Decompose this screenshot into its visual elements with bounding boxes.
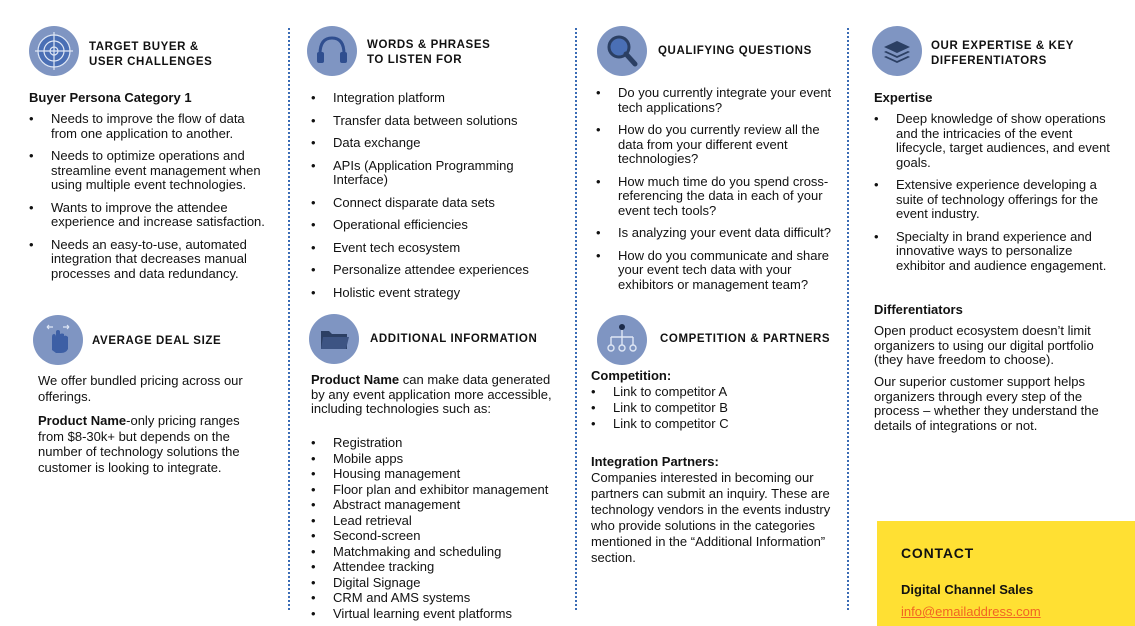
list-item: • APIs (Application Programming Interface) [311,159,566,188]
list-item: • Event tech ecosystem [311,241,566,256]
list-item: • Lead retrieval [311,513,566,529]
differentiators-text: Open product ecosystem doesn’t limit organizers to using our digital portfolio (they have freedom to choose). [874,323,1094,367]
list-item: • Mobile apps [311,451,566,467]
network-icon [597,315,647,365]
list-item: • Floor plan and exhibitor management [311,482,566,498]
list-item: • How do you communicate and share your event tech data with your exhibitors or management team? [596,249,836,293]
target-buyer-heading: TARGET BUYER & USER CHALLENGES [89,41,213,68]
contact-email-link[interactable]: info@emailaddress.com [901,604,1041,619]
list-item: • Integration platform [311,91,566,106]
list-item: • Transfer data between solutions [311,114,566,129]
deal-size-text: We offer bundled pricing across our offerings. [38,373,243,404]
competitors-list [591,384,831,432]
list-item: • Deep knowledge of show operations and the intricacies of the event lifecycle, target audiences, and event goals. [874,112,1119,170]
list-item: • Needs an easy-to-use, automated integration that decreases manual processes and data redundancy. [29,238,274,282]
product-name: Product Name [311,372,400,387]
stack-icon [872,26,922,76]
technologies-list [311,435,566,621]
product-name: Product Name [38,413,127,428]
folder-icon [309,314,359,364]
persona-label: Buyer Persona Category 1 [29,90,192,105]
headset-icon [307,26,357,76]
list-item: • Housing management [311,466,566,482]
list-item: • Wants to improve the attendee experience and increase satisfaction. [29,201,274,230]
list-item: • Virtual learning event platforms [311,606,566,622]
competitor-link[interactable]: • Link to competitor A [591,384,831,400]
partners-text: Companies interested in becoming our partners can submit an inquiry. These are technology vendors in the events industry who provide solutions in the categories mentioned in the “Additional Information” section. [591,470,831,565]
list-item: • Holistic event strategy [311,286,566,301]
list-item: • Attendee tracking [311,559,566,575]
partners-label: Integration Partners: [591,454,719,469]
contact-box [877,521,1135,626]
words-phrases-heading: WORDS & PHRASES TO LISTEN FOR [367,39,491,66]
list-item: • Registration [311,435,566,451]
additional-info-text: Product Name can make data generated by any event application more accessible, including technologies such as: [311,372,552,416]
questions-list [596,86,836,292]
hand-arrows-icon [33,315,83,365]
list-item: • Extensive experience developing a suite of technology offerings for the event industry. [874,178,1119,222]
contact-heading: CONTACT [901,545,974,561]
list-item: • CRM and AMS systems [311,590,566,606]
list-item: • How much time do you spend cross-referencing the data in each of your event tech tools? [596,175,836,219]
magnifier-icon [597,26,647,76]
deal-size-heading: AVERAGE DEAL SIZE [92,335,222,347]
contact-team: Digital Channel Sales [901,582,1034,597]
list-item: • Specialty in brand experience and innovative ways to personalize exhibitor and audience engagement. [874,230,1119,274]
competitor-link[interactable]: • Link to competitor C [591,416,831,432]
list-item: • Needs to optimize operations and streamline event management when using multiple event technologies. [29,149,274,193]
list-item: • Abstract management [311,497,566,513]
column-divider [847,28,849,610]
list-item: • Is analyzing your event data difficult? [596,226,836,241]
list-item: • How do you currently review all the data from your different event technologies? [596,123,836,167]
list-item: • Matchmaking and scheduling [311,544,566,560]
expertise-label: Expertise [874,90,933,105]
column-divider [288,28,290,610]
buyer-challenges-list [29,112,274,281]
list-item: • Digital Signage [311,575,566,591]
list-item: • Second-screen [311,528,566,544]
expertise-heading: OUR EXPERTISE & KEY DIFFERENTIATORS [931,40,1075,67]
qualifying-questions-heading: QUALIFYING QUESTIONS [658,45,812,57]
competition-heading: COMPETITION & PARTNERS [660,333,831,345]
competition-label: Competition: [591,368,672,383]
list-item: • Data exchange [311,136,566,151]
list-item: • Do you currently integrate your event tech applications? [596,86,836,115]
support-text: Our superior customer support helps organizers through every step of the process – whether they understand the details of integrations or not. [874,374,1099,433]
list-item: • Personalize attendee experiences [311,263,566,278]
list-item: • Needs to improve the flow of data from one application to another. [29,112,274,141]
differentiators-label: Differentiators [874,302,963,317]
target-icon [29,26,79,76]
column-divider [575,28,577,610]
list-item: • Connect disparate data sets [311,196,566,211]
competitor-link[interactable]: • Link to competitor B [591,400,831,416]
phrases-list [311,91,566,300]
deal-pricing-text: Product Name-only pricing ranges from $8-30k+ but depends on the number of technology solutions the customer is looking to integrate. [38,413,240,475]
additional-info-heading: ADDITIONAL INFORMATION [370,333,538,345]
expertise-list [874,112,1119,273]
list-item: • Operational efficiencies [311,218,566,233]
